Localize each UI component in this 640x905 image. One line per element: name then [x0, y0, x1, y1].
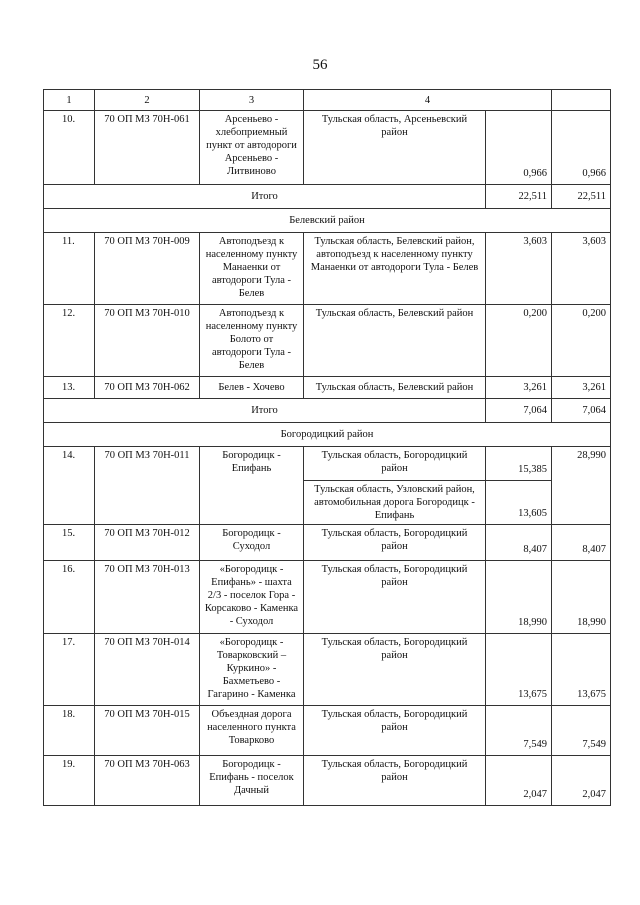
- road-total: 2,047: [552, 756, 611, 806]
- table-row: [44, 706, 611, 756]
- road-length: 0,966: [486, 111, 552, 185]
- road-name: Арсеньево - хлебоприемный пункт от автодороги Арсеньево - Литвиново: [200, 111, 304, 185]
- header-col-3: 3: [200, 90, 304, 111]
- row-number: 16.: [44, 561, 95, 634]
- road-length: 15,385: [486, 447, 552, 481]
- road-code: 70 ОП МЗ 70Н-011: [95, 447, 200, 525]
- subtotal-total: 7,064: [552, 399, 611, 423]
- header-col-2: 2: [95, 90, 200, 111]
- road-length: 3,603: [486, 233, 552, 305]
- district-name: Богородицкий район: [44, 423, 611, 447]
- road-total: 3,261: [552, 377, 611, 399]
- header-col-1: 1: [44, 90, 95, 111]
- table-row: [44, 377, 611, 399]
- road-total: 7,549: [552, 706, 611, 756]
- road-name: Богородицк - Епифань: [200, 447, 304, 525]
- district-name: Белевский район: [44, 209, 611, 233]
- table-row: [44, 447, 611, 481]
- district-row: [44, 209, 611, 233]
- subtotal-row: [44, 399, 611, 423]
- road-total: 0,200: [552, 305, 611, 377]
- road-length: 13,605: [486, 481, 552, 525]
- road-code: 70 ОП МЗ 70Н-014: [95, 634, 200, 706]
- road-location: Тульская область, Богородицкий район: [304, 634, 486, 706]
- subtotal-length: 22,511: [486, 185, 552, 209]
- header-row: [44, 90, 611, 111]
- subtotal-total: 22,511: [552, 185, 611, 209]
- road-location: Тульская область, Арсеньевский район: [304, 111, 486, 185]
- roads-table: [43, 89, 611, 806]
- district-row: [44, 423, 611, 447]
- road-code: 70 ОП МЗ 70Н-012: [95, 525, 200, 561]
- road-location: Тульская область, Богородицкий район: [304, 706, 486, 756]
- table-row: [44, 233, 611, 305]
- header-col-4: 4: [304, 90, 552, 111]
- road-name: Белев - Хочево: [200, 377, 304, 399]
- table-row: [44, 525, 611, 561]
- road-name: «Богородицк - Епифань» - шахта 2/3 - поселок Гора - Корсаково - Каменка - Суходол: [200, 561, 304, 634]
- road-location: Тульская область, Богородицкий район: [304, 561, 486, 634]
- road-total: 0,966: [552, 111, 611, 185]
- row-number: 12.: [44, 305, 95, 377]
- road-code: 70 ОП МЗ 70Н-009: [95, 233, 200, 305]
- page-number: 56: [312, 57, 328, 73]
- road-code: 70 ОП МЗ 70Н-010: [95, 305, 200, 377]
- road-total: 13,675: [552, 634, 611, 706]
- table-row: [44, 111, 611, 185]
- road-code: 70 ОП МЗ 70Н-063: [95, 756, 200, 806]
- road-length: 7,549: [486, 706, 552, 756]
- subtotal-length: 7,064: [486, 399, 552, 423]
- header-col-5: [552, 90, 611, 111]
- row-number: 18.: [44, 706, 95, 756]
- road-location: Тульская область, Белевский район: [304, 377, 486, 399]
- road-name: Объездная дорога населенного пункта Товарково: [200, 706, 304, 756]
- table-row: [44, 634, 611, 706]
- subtotal-row: [44, 185, 611, 209]
- row-number: 11.: [44, 233, 95, 305]
- row-number: 19.: [44, 756, 95, 806]
- table-row: [44, 756, 611, 806]
- road-total: 18,990: [552, 561, 611, 634]
- row-number: 17.: [44, 634, 95, 706]
- road-code: 70 ОП МЗ 70Н-062: [95, 377, 200, 399]
- road-location: Тульская область, Белевский район, автоподъезд к населенному пункту Манаенки от автодороги Тула - Белев: [304, 233, 486, 305]
- road-name: Богородицк - Суходол: [200, 525, 304, 561]
- road-location: Тульская область, Богородицкий район: [304, 756, 486, 806]
- road-name: Богородицк - Епифань - поселок Дачный: [200, 756, 304, 806]
- road-total: 8,407: [552, 525, 611, 561]
- road-length: 0,200: [486, 305, 552, 377]
- road-length: 2,047: [486, 756, 552, 806]
- table-row: [44, 305, 611, 377]
- road-length: 13,675: [486, 634, 552, 706]
- road-code: 70 ОП МЗ 70Н-013: [95, 561, 200, 634]
- road-length: 8,407: [486, 525, 552, 561]
- road-length: 3,261: [486, 377, 552, 399]
- subtotal-label: Итого: [44, 399, 486, 423]
- subtotal-label: Итого: [44, 185, 486, 209]
- road-name: Автоподъезд к населенному пункту Манаенки от автодороги Тула - Белев: [200, 233, 304, 305]
- road-location: Тульская область, Богородицкий район: [304, 525, 486, 561]
- row-number: 15.: [44, 525, 95, 561]
- road-total: 3,603: [552, 233, 611, 305]
- road-total: 28,990: [552, 447, 611, 525]
- road-code: 70 ОП МЗ 70Н-061: [95, 111, 200, 185]
- road-location: Тульская область, Узловский район, автомобильная дорога Богородицк - Епифань: [304, 481, 486, 525]
- road-location: Тульская область, Богородицкий район: [304, 447, 486, 481]
- row-number: 14.: [44, 447, 95, 525]
- road-name: Автоподъезд к населенному пункту Болото от автодороги Тула - Белев: [200, 305, 304, 377]
- row-number: 10.: [44, 111, 95, 185]
- road-location: Тульская область, Белевский район: [304, 305, 486, 377]
- road-name: «Богородицк - Товарковский – Куркино» - Бахметьево - Гагарино - Каменка: [200, 634, 304, 706]
- row-number: 13.: [44, 377, 95, 399]
- road-code: 70 ОП МЗ 70Н-015: [95, 706, 200, 756]
- table-row: [44, 561, 611, 634]
- road-length: 18,990: [486, 561, 552, 634]
